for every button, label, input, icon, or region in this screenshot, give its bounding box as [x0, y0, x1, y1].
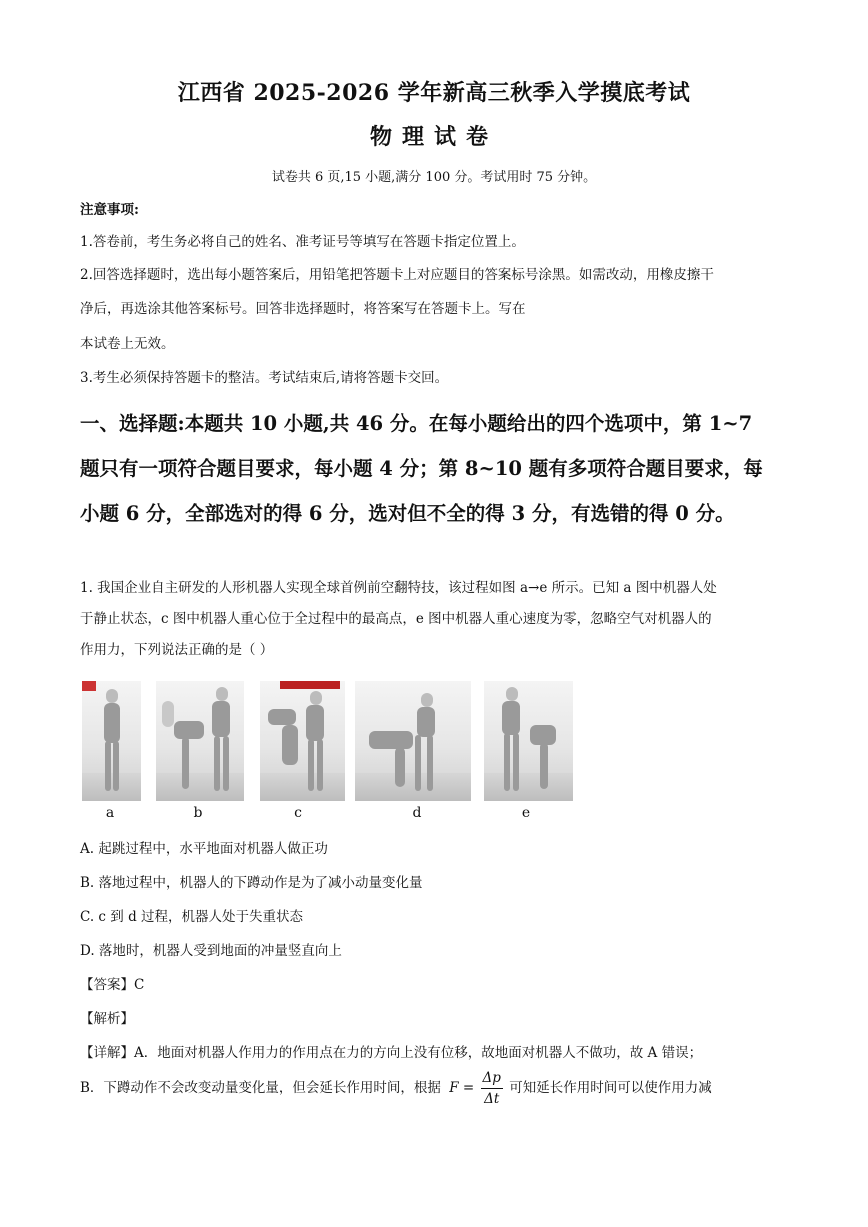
- analysis-heading: 【解析】: [80, 1011, 134, 1027]
- question-1-line-1: 1. 我国企业自主研发的人形机器人实现全球首例前空翻特技，该过程如图 a→e 所示。已知 a 图中机器人处: [80, 580, 717, 596]
- detail-b-pre: B．下蹲动作不会改变动量变化量，但会延长作用时间，根据: [80, 1080, 441, 1096]
- photo-label-a: a: [105, 805, 115, 821]
- question-1-line-3: 作用力，下列说法正确的是（ ）: [80, 642, 274, 658]
- exam-meta: 试卷共 6 页,15 小题,满分 100 分。考试用时 75 分钟。: [271, 170, 597, 185]
- photo-label-b: b: [193, 805, 203, 821]
- exam-subject: 物理试卷: [369, 124, 498, 150]
- robot-photo-d: [355, 681, 471, 801]
- notice-item-1: 1.答卷前，考生务必将自己的姓名、准考证号等填写在答题卡指定位置上。: [80, 234, 525, 250]
- option-b: B. 落地过程中，机器人的下蹲动作是为了减小动量变化量: [80, 875, 423, 891]
- notice-item-3: 3.考生必须保持答题卡的整洁。考试结束后,请将答题卡交回。: [80, 370, 449, 386]
- formula-numerator: Δp: [481, 1068, 503, 1089]
- option-a: A. 起跳过程中，水平地面对机器人做正功: [80, 841, 328, 857]
- option-d: D. 落地时，机器人受到地面的冲量竖直向上: [80, 943, 342, 959]
- notice-heading: 注意事项:: [80, 202, 139, 218]
- formula-fraction: [481, 1068, 503, 1109]
- detail-b-post: 可知延长作用时间可以使作用力减: [509, 1080, 712, 1096]
- detail-a: 【详解】A．地面对机器人作用力的作用点在力的方向上没有位移，故地面对机器人不做功，故 A 错误；: [80, 1045, 703, 1061]
- robot-photo-a: [82, 681, 141, 801]
- answer: 【答案】C: [80, 977, 145, 993]
- section-line-3: 小题 6 分，全部选对的得 6 分，选对但不全的得 3 分，有选错的得 0 分。: [80, 502, 735, 525]
- formula-lhs: F =: [449, 1080, 475, 1096]
- notice-item-2a: 2.回答选择题时，选出每小题答案后，用铅笔把答题卡上对应题目的答案标号涂黑。如需改动，用橡皮擦干: [80, 267, 714, 283]
- section-line-1: 一、选择题:本题共 10 小题,共 46 分。在每小题给出的四个选项中，第 1~7: [80, 412, 753, 435]
- robot-photo-e: [484, 681, 573, 801]
- photo-label-d: d: [412, 805, 422, 821]
- notice-item-2c: 本试卷上无效。: [80, 336, 175, 352]
- formula-denominator: Δt: [484, 1091, 500, 1107]
- question-1-stem: [80, 573, 792, 666]
- exam-title: 江西省 2025-2026 学年新高三秋季入学摸底考试: [177, 80, 691, 106]
- option-c: C. c 到 d 过程，机器人处于失重状态: [80, 909, 304, 925]
- section-line-2: 题只有一项符合题目要求，每小题 4 分；第 8~10 题有多项符合题目要求，每: [80, 457, 763, 480]
- detail-b: [80, 1068, 792, 1109]
- question-1-line-2: 于静止状态，c 图中机器人重心位于全过程中的最高点，e 图中机器人重心速度为零，忽略空气对机器人的: [80, 611, 712, 627]
- notice-item-2b: 净后，再选涂其他答案标号。回答非选择题时，将答案写在答题卡上。写在: [80, 301, 526, 317]
- robot-photo-c: [260, 681, 345, 801]
- photo-label-c: c: [294, 805, 302, 821]
- photo-label-e: e: [521, 805, 531, 821]
- robot-photo-b: [156, 681, 244, 801]
- section-heading: [80, 401, 792, 536]
